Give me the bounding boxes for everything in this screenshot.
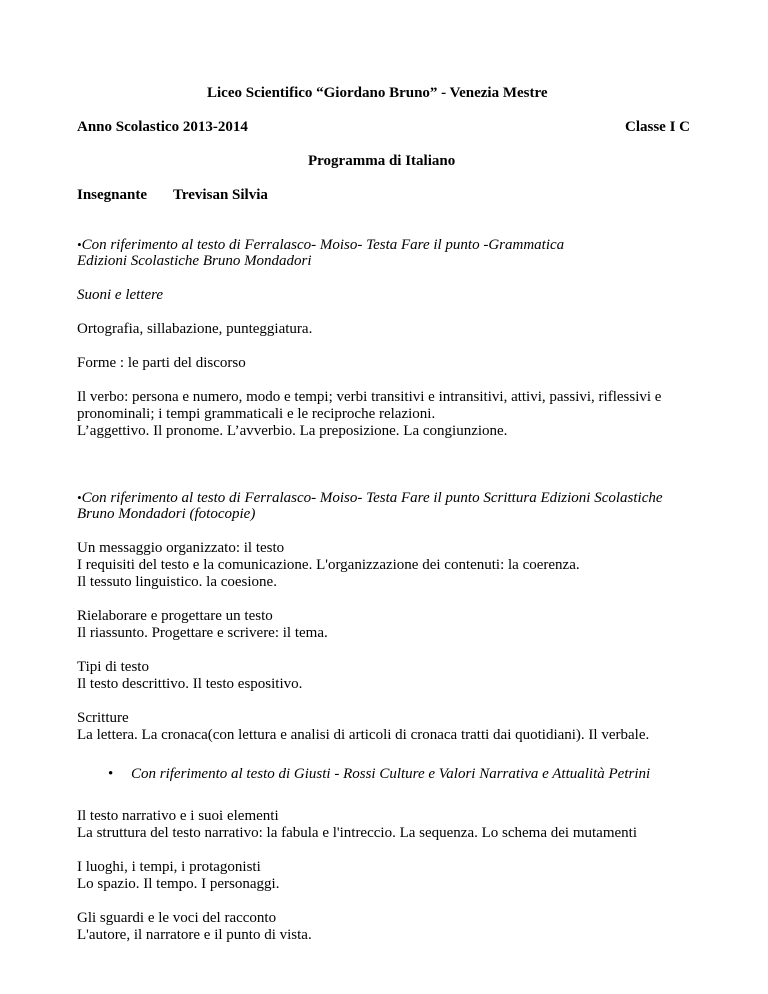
section2-paragraph: Il testo descrittivo. Il testo espositivo. [77, 676, 303, 692]
teacher-label: Insegnante [77, 187, 148, 203]
section1-reference [77, 236, 564, 254]
bullet-icon: • [77, 237, 82, 252]
section2-paragraph: Un messaggio organizzato: il testo [77, 540, 285, 556]
class-label: Classe I C [624, 119, 690, 135]
section1-paragraph: pronominali; i tempi grammaticali e le reciproche relazioni. [77, 406, 436, 422]
section1-ref-line2: Edizioni Scolastiche Bruno Mondadori [77, 253, 312, 269]
school-year: Anno Scolastico 2013-2014 [77, 119, 248, 135]
section2-paragraph: Il tessuto linguistico. la coesione. [77, 574, 277, 590]
section1-ref-line1: Con riferimento al testo di Ferralasco- Moiso- Testa Fare il punto -Grammatica [81, 237, 565, 253]
section2-ref-line2: Bruno Mondadori (fotocopie) [77, 506, 256, 522]
section2-ref-line1: Con riferimento al testo di Ferralasco- Moiso- Testa Fare il punto Scrittura Edizioni Scolastiche [81, 490, 663, 506]
section2-paragraph: Rielaborare e progettare un testo [77, 608, 273, 624]
section2-paragraph: Il riassunto. Progettare e scrivere: il tema. [77, 625, 328, 641]
section3-paragraph: L'autore, il narratore e il punto di vista. [77, 927, 312, 943]
program-title: Programma di Italiano [308, 153, 456, 169]
section3-paragraph: Il testo narrativo e i suoi elementi [77, 808, 279, 824]
section2-paragraph: I requisiti del testo e la comunicazione. L'organizzazione dei contenuti: la coerenza. [77, 557, 580, 573]
section1-paragraph: Il verbo: persona e numero, modo e tempi; verbi transitivi e intransitivi, attivi, passivi, riflessivi e [77, 389, 662, 405]
section3-ref-line1: Con riferimento al testo di Giusti - Rossi Culture e Valori Narrativa e Attualità Petrini [131, 766, 651, 782]
bullet-icon: • [108, 766, 114, 782]
section1-paragraph: Forme : le parti del discorso [77, 355, 246, 371]
section2-reference [77, 489, 663, 507]
section3-paragraph: Lo spazio. Il tempo. I personaggi. [77, 876, 280, 892]
section2-paragraph: Scritture [77, 710, 129, 726]
teacher-name: Trevisan Silvia [173, 187, 268, 203]
section3-paragraph: La struttura del testo narrativo: la fabula e l'intreccio. La sequenza. Lo schema dei mutamenti [77, 825, 637, 841]
section2-paragraph: Tipi di testo [77, 659, 149, 675]
section2-paragraph: La lettera. La cronaca(con lettura e analisi di articoli di cronaca tratti dai quotidiani). Il verbale. [77, 727, 650, 743]
section3-paragraph: Gli sguardi e le voci del racconto [77, 910, 277, 926]
section1-paragraph: Ortografia, sillabazione, punteggiatura. [77, 321, 313, 337]
section3-paragraph: I luoghi, i tempi, i protagonisti [77, 859, 261, 875]
school-title: Liceo Scientifico “Giordano Bruno” - Venezia Mestre [207, 85, 548, 101]
section1-subheading: Suoni e lettere [77, 287, 164, 303]
section1-paragraph: L’aggettivo. Il pronome. L’avverbio. La preposizione. La congiunzione. [77, 423, 508, 439]
bullet-icon: • [77, 490, 82, 505]
